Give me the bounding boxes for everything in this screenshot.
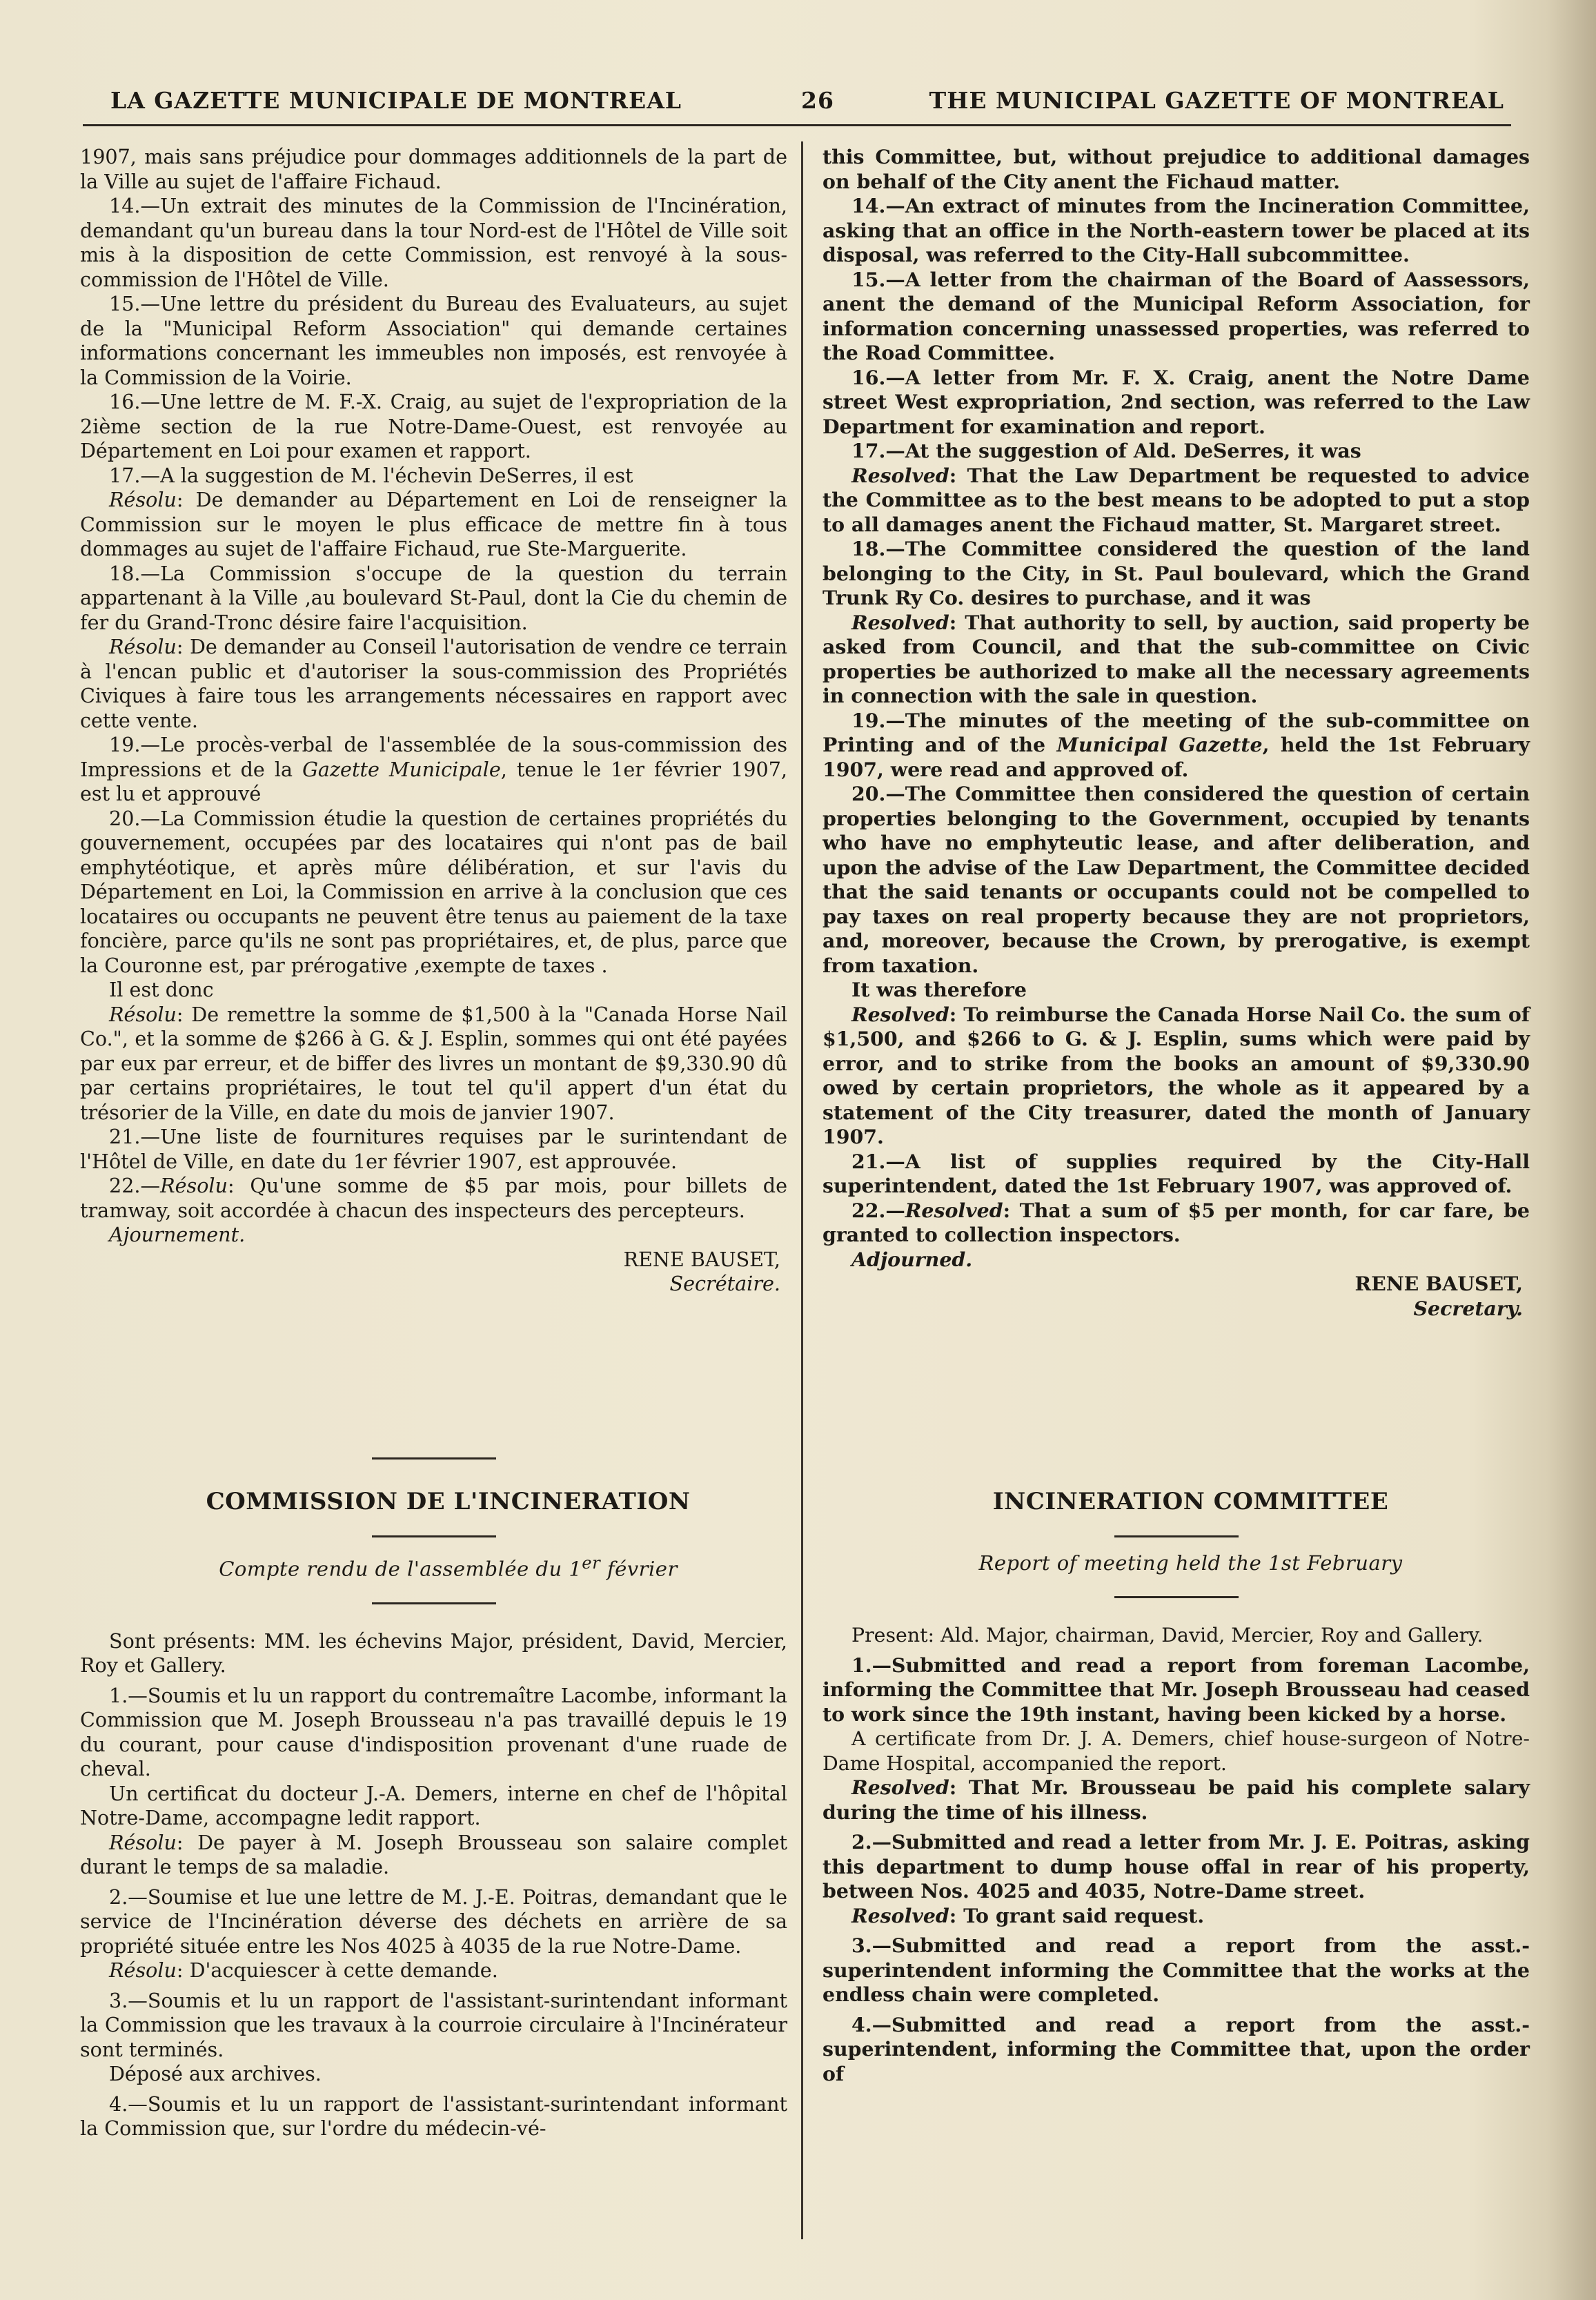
fr-item-17-resolution (80, 488, 787, 562)
en-signature-name: RENE BAUSET, (1354, 1272, 1523, 1295)
title-rule (372, 1535, 496, 1537)
fr-signature-name: RENE BAUSET, (623, 1247, 780, 1271)
en-item-18-resolution (822, 611, 1530, 709)
resolution-label: Resolved (905, 1198, 1003, 1222)
fr-item-22 (80, 1174, 787, 1223)
resolution-text: : D'acquiescer à cette demande. (176, 1958, 498, 1983)
fr-item-21: 21.—Une liste de fournitures requises par le surintendant de l'Hôtel de Ville, en date du 1er février 1907, est approuvée. (80, 1125, 787, 1173)
resolution-label: Resolved (851, 1776, 949, 1799)
resolution-text: : De remettre la somme de $1,500 à la "Canada Horse Nail Co.", et la somme de $266 à G. & J. Esplin, sommes qui ont été payées par eux par erreur, et de biffer des livres un montant de $9,330.90 dû par certains propriétaires, le tout tel qu'il appert d'un état du trésorier de la Ville, en date du mois de janvier 1907. (80, 1002, 787, 1124)
en-item-16: 16.—A letter from Mr. F. X. Craig, anent the Notre Dame street West expropriation, 2nd section, was referred to the Law Department for examination and report. (822, 365, 1530, 438)
resolution-label: Résolu (109, 1958, 177, 1983)
en-item-17: 17.—At the suggestion of Ald. DeSerres, it was (851, 439, 1361, 462)
en-item-14: 14.—An extract of minutes from the Incineration Committee, asking that an office in the North-eastern tower be placed at its disposal, was referred to the City-Hall subcommittee. (822, 194, 1530, 266)
en-signature-title: Secretary. (1413, 1296, 1523, 1320)
resolution-label: Resolved (851, 1903, 949, 1927)
page-number: 26 (801, 87, 834, 114)
fr-item-20-resolution (80, 1003, 787, 1126)
column-divider (801, 141, 803, 2239)
fr-incin-item-2: 2.—Soumise et lue une lettre de M. J.-E. Poitras, demandant que le service de l'Incinération déverse des déchets en arrière de sa propriété située entre les Nos 4025 à 4035 de la rue Notre-Dame. (80, 1885, 787, 1958)
publication-name: Municipal Gazette (1056, 733, 1263, 756)
title-rule (1114, 1535, 1239, 1537)
resolution-text: : To reimburse the Canada Horse Nail Co. the sum of $1,500, and $266 to G. & J. Esplin, sums which were paid by error, and to strike from the books an amount of $9,330.90 owed by certain proprietors, the whole as it appeared by a statement of the City treasurer, dated the month of January 1907. (822, 1002, 1530, 1148)
fr-section-subtitle (80, 1551, 787, 1582)
fr-item-19 (80, 733, 787, 807)
page-header (83, 81, 1511, 126)
fr-item-18: 18.—La Commission s'occupe de la question du terrain appartenant à la Ville ,au boulevard St-Paul, dont la Cie du chemin de fer du Grand-Tronc désire faire l'acquisition. (80, 561, 787, 634)
resolution-label: Resolved (851, 610, 949, 634)
fr-item-18-resolution (80, 635, 787, 733)
item-number: 22.— (109, 1174, 161, 1197)
header-title-french: LA GAZETTE MUNICIPALE DE MONTREAL (110, 87, 682, 114)
resolution-label: Résolu (109, 1830, 177, 1854)
subtitle-text: Compte rendu de l'assemblée du 1 (219, 1557, 582, 1581)
subtitle-superscript: er (582, 1553, 601, 1573)
fr-incin-item-4: 4.—Soumis et lu un rapport de l'assistant-surintendant informant la Commission que, sur l'ordre du médecin-vé- (80, 2092, 787, 2141)
french-column (80, 145, 787, 1297)
subtitle-rule (1114, 1596, 1239, 1598)
fr-item-20: 20.—La Commission étudie la question de certaines propriétés du gouvernement, occupées par des locataires qui n'ont pas de bail emphytéotique, et après mûre délibération, et sur l'avis du Département en Loi, la Commission en arrive à la conclusion que ces locataires ou occupants ne peuvent être tenus au paiement de la taxe foncière, parce qu'ils ne sont pas propriétaires, et, de plus, parce que la Couronne est, par prérogative ,exempte de taxes . (80, 806, 787, 977)
fr-incin-item-3: 3.—Soumis et lu un rapport de l'assistant-surintendant informant la Commission que les travaux à la courroie circulaire à l'Incinérateur sont terminés. (80, 1988, 787, 2061)
subtitle-text: février (600, 1557, 678, 1581)
resolution-label: Résolu (109, 635, 177, 658)
english-column (822, 145, 1530, 1321)
item-text: , held the 1st February 1907, were read and approved of. (822, 733, 1530, 781)
resolution-text: : Qu'une somme de $5 par mois, pour billets de tramway, soit accordée à chacun des inspecteurs des percepteurs. (80, 1174, 787, 1222)
resolution-text: : That authority to sell, by auction, said property be asked from Council, and that the sub-committee on Civic properties be authorized to make all the necessary agreements in connection with the sale in question. (822, 610, 1530, 707)
en-item-22 (822, 1199, 1530, 1248)
en-item-17-resolution (822, 464, 1530, 538)
fr-paragraph-continuation: 1907, mais sans préjudice pour dommages additionnels de la part de la Ville au sujet de l'affaire Fichaud. (80, 145, 787, 193)
en-item-20: 20.—The Committee then considered the question of certain properties belonging to the Government, occupied by tenants who have no emphyteutic lease, and after deliberation, and upon the advise of the Law Department, the Committee decided that the said tenants or occupants could not be compelled to pay taxes on real property because they are not proprietors, and, moreover, because the Crown, by prerogative, is exempt from taxation. (822, 782, 1530, 977)
en-incin-item-2: 2.—Submitted and read a letter from Mr. J. E. Poitras, asking this department to dump house offal in rear of his property, between Nos. 4025 and 4035, Notre-Dame street. (822, 1830, 1530, 1903)
resolution-label: Résolu (109, 1002, 177, 1026)
item-text: 19.—The minutes of the meeting of the sub-committee on Printing and of the (822, 708, 1530, 756)
en-item-20-therefore: It was therefore (851, 978, 1027, 1001)
fr-incin-item-3-filed: Déposé aux archives. (109, 2062, 322, 2086)
item-number: 22.— (851, 1198, 905, 1222)
resolution-text: : De demander au Département en Loi de renseigner la Commission sur le moyen le plus efficace de mettre fin à tous dommages au sujet de l'affaire Fichaud, rue Ste-Marguerite. (80, 488, 787, 560)
fr-signature-title: Secrétaire. (669, 1272, 780, 1295)
fr-attendance: Sont présents: MM. les échevins Major, président, David, Mercier, Roy et Gallery. (80, 1629, 787, 1678)
en-item-20-resolution (822, 1003, 1530, 1150)
fr-item-20-therefore: Il est donc (109, 978, 214, 1001)
publication-name: Gazette Municipale (302, 757, 501, 781)
en-incin-item-1-certificate: A certificate from Dr. J. A. Demers, chief house-surgeon of Notre-Dame Hospital, accompanied the report. (822, 1727, 1530, 1775)
resolution-text: : That Mr. Brousseau be paid his complete salary during the time of his illness. (822, 1776, 1530, 1824)
fr-item-14: 14.—Un extrait des minutes de la Commission de l'Incinération, demandant qu'un bureau dans la tour Nord-est de l'Hôtel de Ville soit mis à la disposition de cette Commission, est renvoyé à la sous-commission de l'Hôtel de Ville. (80, 194, 787, 291)
en-item-21: 21.—A list of supplies required by the City-Hall superintendent, dated the 1st February 1907, was approved of. (822, 1149, 1530, 1197)
en-incin-item-3: 3.—Submitted and read a report from the asst.-superintendent informing the Committee that the works at the endless chain were completed. (822, 1934, 1530, 2006)
en-section-title: INCINERATION COMMITTEE (992, 1488, 1389, 1515)
fr-item-16: 16.—Une lettre de M. F.-X. Craig, au sujet de l'expropriation de la 2ième section de la rue Notre-Dame-Ouest, est renvoyée au Département en Loi pour examen et rapport. (80, 390, 787, 462)
fr-incin-item-1-certificate: Un certificat du docteur J.-A. Demers, interne en chef de l'hôpital Notre-Dame, accompagne ledit rapport. (80, 1781, 787, 1830)
section-spacer (822, 1457, 1530, 1459)
fr-incin-item-2-resolution (80, 1958, 787, 1983)
en-item-19 (822, 709, 1530, 783)
resolution-text: : To grant said request. (949, 1903, 1205, 1927)
resolution-label: Resolved (851, 463, 949, 487)
subtitle-rule (372, 1602, 496, 1604)
en-adjournment: Adjourned. (851, 1247, 973, 1271)
resolution-text: : That the Law Department be requested to advice the Committee as to the best means to be adopted to put a stop to all damages anent the Fichaud matter, St. Margaret street. (822, 463, 1530, 536)
fr-incineration-section (80, 1457, 787, 2141)
en-item-18: 18.—The Committee considered the question of the land belonging to the City, in St. Paul boulevard, which the Grand Trunk Ry Co. desires to purchase, and it was (822, 537, 1530, 609)
fr-section-title: COMMISSION DE L'INCINERATION (206, 1488, 691, 1515)
en-incin-item-4: 4.—Submitted and read a report from the asst.-superintendent, informing the Committee that, upon the order of (822, 2012, 1530, 2085)
en-section-subtitle: Report of meeting held the 1st February (978, 1551, 1403, 1575)
en-incineration-section (822, 1457, 1530, 2086)
section-separator (372, 1457, 496, 1459)
resolution-label: Resolved (851, 1002, 949, 1026)
fr-item-17: 17.—A la suggestion de M. l'échevin DeSerres, il est (109, 463, 633, 487)
fr-adjournment: Ajournement. (109, 1223, 246, 1246)
resolution-text: : That a sum of $5 per month, for car fare, be granted to collection inspectors. (822, 1198, 1530, 1246)
resolution-text: : De payer à M. Joseph Brousseau son salaire complet durant le temps de sa maladie. (80, 1830, 787, 1879)
item-text: , tenue le 1er février 1907, est lu et approuvé (80, 757, 787, 805)
en-paragraph-continuation: this Committee, but, without prejudice to additional damages on behalf of the City anent the Fichaud matter. (822, 145, 1530, 193)
item-text: 19.—Le procès-verbal de l'assemblée de la sous-commission des Impressions et de la (80, 733, 787, 781)
resolution-text: : De demander au Conseil l'autorisation de vendre ce terrain à l'encan public et d'autoriser la sous-commission des Propriétés Civiques à faire tous les arrangements nécessaires en rapport avec cette vente. (80, 635, 787, 732)
en-incin-item-1: 1.—Submitted and read a report from foreman Lacombe, informing the Committee that Mr. Joseph Brousseau had ceased to work since the 19th instant, having been kicked by a horse. (822, 1653, 1530, 1726)
fr-incin-item-1-resolution (80, 1831, 787, 1880)
en-incin-item-2-resolution (822, 1904, 1530, 1929)
fr-item-15: 15.—Une lettre du président du Bureau des Evaluateurs, au sujet de la "Municipal Reform Association" qui demande certaines informations concernant les immeubles non imposés, est renvoyée à la Commission de la Voirie. (80, 292, 787, 389)
en-attendance: Present: Ald. Major, chairman, David, Mercier, Roy and Gallery. (851, 1624, 1484, 1647)
header-title-english: THE MUNICIPAL GAZETTE OF MONTREAL (929, 87, 1504, 114)
en-incin-item-1-resolution (822, 1776, 1530, 1825)
en-item-15: 15.—A letter from the chairman of the Board of Aassessors, anent the demand of the Municipal Reform Association, for information concerning unassessed properties, was referred to the Road Committee. (822, 267, 1530, 364)
resolution-label: Résolu (109, 488, 177, 511)
fr-incin-item-1: 1.—Soumis et lu un rapport du contremaître Lacombe, informant la Commission que M. Joseph Brousseau n'a pas travaillé depuis le 19 du courant, pour cause d'indisposition provenant d'une ruade de cheval. (80, 1683, 787, 1781)
resolution-label: Résolu (160, 1174, 228, 1197)
